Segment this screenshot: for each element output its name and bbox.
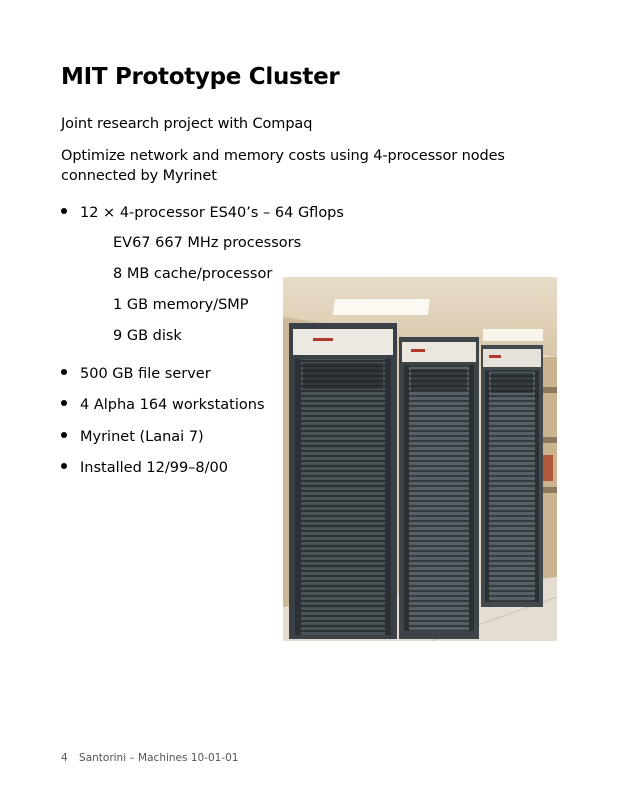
bullet-icon xyxy=(61,463,67,469)
intro-text: Joint research project with Compaq xyxy=(61,116,313,132)
sub-item-processors: EV67 667 MHz processors xyxy=(113,235,302,251)
bullet-item-file-server xyxy=(61,364,211,384)
sub-item-disk: 9 GB disk xyxy=(113,328,182,344)
cluster-photo xyxy=(283,277,557,641)
page-title: MIT Prototype Cluster xyxy=(61,64,340,90)
bullet-icon xyxy=(61,400,67,406)
sub-item-cache: 8 MB cache/processor xyxy=(113,266,273,282)
bullet-text: 4 Alpha 164 workstations xyxy=(80,397,265,413)
page-number: 4 xyxy=(61,752,68,764)
bullet-item-nodes xyxy=(61,203,344,223)
bullet-item-installed xyxy=(61,458,228,478)
bullet-icon xyxy=(61,208,67,214)
page-footer xyxy=(61,752,238,764)
bullet-item-myrinet xyxy=(61,427,204,447)
bullet-icon xyxy=(61,432,67,438)
bullet-item-workstations xyxy=(61,395,265,415)
footer-text: Santorini – Machines 10-01-01 xyxy=(79,752,239,764)
bullet-icon xyxy=(61,369,67,375)
bullet-text: 12 × 4-processor ES40’s – 64 Gflops xyxy=(80,205,344,221)
bullet-text: 500 GB file server xyxy=(80,366,211,382)
sub-item-memory: 1 GB memory/SMP xyxy=(113,297,249,313)
description-line-2: connected by Myrinet xyxy=(61,168,217,184)
bullet-text: Myrinet (Lanai 7) xyxy=(80,429,204,445)
server-racks-image xyxy=(283,277,557,641)
bullet-text: Installed 12/99–8/00 xyxy=(80,460,228,476)
description-line-1: Optimize network and memory costs using 4-processor nodes xyxy=(61,148,505,164)
